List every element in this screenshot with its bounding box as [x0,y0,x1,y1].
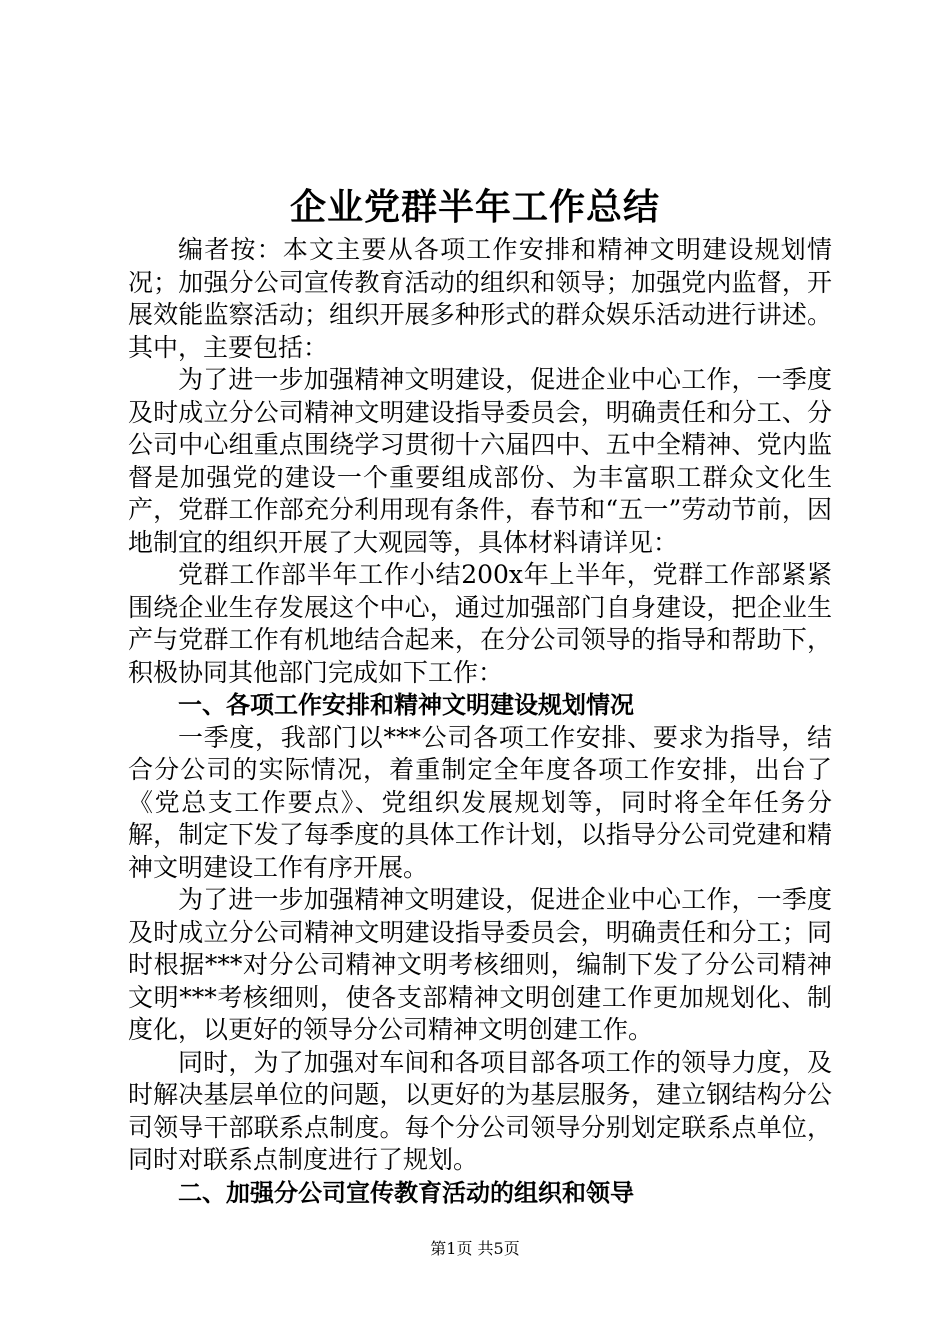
document-title: 企业党群半年工作总结 [289,186,660,228]
section-1-paragraph: 同时，为了加强对车间和各项目部各项工作的领导力度，及时解决基层单位的问题，以更好的为基层服务，建立钢结构分公司领导干部联系点制度。每个分公司领导分别划定联系点单位，同时对联系点制度进行了规划。 [128,1047,832,1174]
section-heading-2: 二、加强分公司宣传教育活动的组织和领导 [178,1178,634,1207]
page-indicator: 第1页 共5页 [430,1239,520,1258]
section-1-paragraph: 一季度，我部门以***公司各项工作安排、要求为指导，结合分公司的实际情况，着重制定全年度各项工作安排，出台了《党总支工作要点》、党组织发展规划等，同时将全年任务分解，制定下发了每季度的具体工作计划，以指导分公司党建和精神文明建设工作有序开展。 [128,722,832,882]
summary-paragraph: 党群工作部半年工作小结200x年上半年，党群工作部紧紧围绕企业生存发展这个中心，通过加强部门自身建设，把企业生产与党群工作有机地结合起来，在分公司领导的指导和帮助下，积极协同其他部门完成如下工作： [128,560,832,687]
intro-paragraph: 为了进一步加强精神文明建设，促进企业中心工作，一季度及时成立分公司精神文明建设指导委员会，明确责任和分工、分公司中心组重点围绕学习贯彻十六届四中、五中全精神、党内监督是加强党的建设一个重要组成部份、为丰富职工群众文化生产，党群工作部充分利用现有条件，春节和“五一”劳动节前，因地制宜的组织开展了大观园等，具体材料请详见： [128,365,832,557]
section-heading-1: 一、各项工作安排和精神文明建设规划情况 [178,691,634,719]
document-body [128,234,832,1209]
editor-note-paragraph: 编者按：本文主要从各项工作安排和精神文明建设规划情况；加强分公司宣传教育活动的组织和领导；加强党内监督，开展效能监察活动；组织开展多种形式的群众娱乐活动进行讲述。其中，主要包括： [128,235,832,362]
section-1-paragraph: 为了进一步加强精神文明建设，促进企业中心工作，一季度及时成立分公司精神文明建设指导委员会，明确责任和分工；同时根据***对分公司精神文明考核细则，编制下发了分公司精神文明***考核细则，使各支部精神文明创建工作更加规划化、制度化，以更好的领导分公司精神文明创建工作。 [128,885,832,1044]
